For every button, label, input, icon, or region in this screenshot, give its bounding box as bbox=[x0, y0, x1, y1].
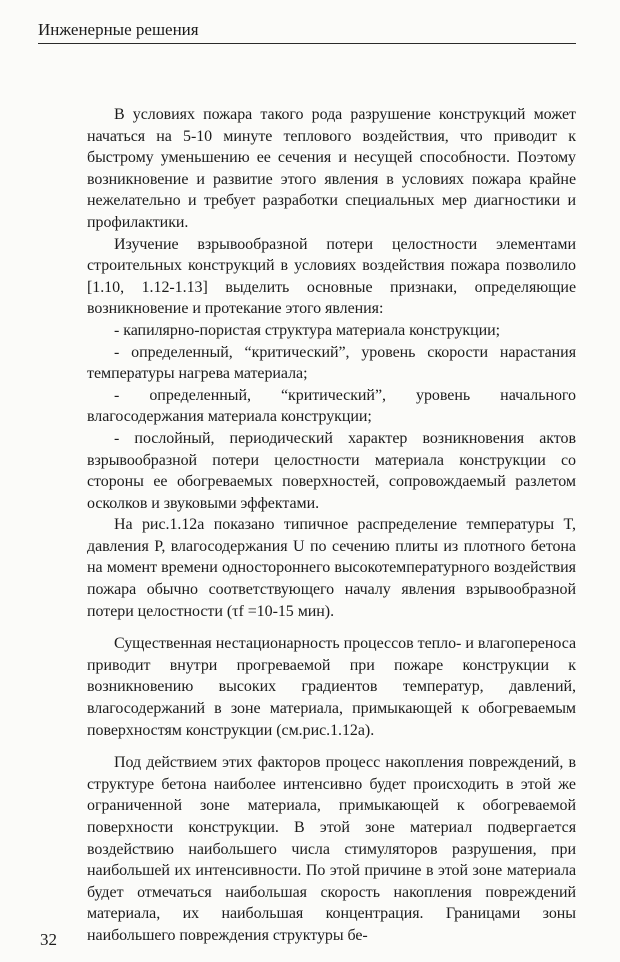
paragraph-2: Изучение взрывообразной потери целостности элементами строительных конструкций в условиях воздействия пожара позволило [1.10, 1.12-1.13] выделить основные признаки, определяющие возникновение и протекание этого явления: bbox=[87, 235, 576, 318]
body-text bbox=[87, 104, 576, 947]
list-item-3: - определенный, “критический”, уровень начального влагосодержания материала конструкции; bbox=[87, 386, 576, 426]
paragraph-4: Существенная нестационарность процессов тепло- и влагопереноса приводит внутри прогреваемой при пожаре конструкции к возникновению высоких градиентов температур, давлений, влагосодержаний в зоне материала, примыкающей к обогреваемым поверхностям конструкции (см.рис.1.12а). bbox=[87, 635, 576, 739]
paragraph-gap bbox=[87, 622, 576, 633]
list-item-4: - послойный, периодический характер возникновения актов взрывообразной потери целостности материала конструкции со стороны ее обогреваемых поверхностей, сопровождаемый разлетом осколков и звуковыми эффектами. bbox=[87, 429, 576, 512]
paragraph-3: На рис.1.12а показано типичное распределение температуры T, давления P, влагосодержания U по сечению плиты из плотного бетона на момент времени одностороннего высокотемпературного воздействия пожара обычно соответствующего началу явления взрывообразной потери целостности (τf =10-15 мин). bbox=[87, 516, 576, 620]
list-item-1: - капилярно-пористая структура материала конструкции; bbox=[114, 321, 501, 339]
paragraph-gap bbox=[87, 741, 576, 752]
paragraph-1: В условиях пожара такого рода разрушение конструкций может начаться на 5-10 минуте теплового воздействия, что приводит к быстрому уменьшению ее сечения и несущей способности. Поэтому возникновение и развитие этого явления в условиях пожара крайне нежелательно и требует разработки специальных мер диагностики и профилактики. bbox=[87, 106, 576, 231]
list-item-2: - определенный, “критический”, уровень скорости нарастания температуры нагрева материала; bbox=[87, 343, 576, 383]
running-head: Инженерные решения bbox=[38, 20, 576, 44]
paragraph-5: Под действием этих факторов процесс накопления повреждений, в структуре бетона наиболее интенсивно будет происходить в этой же ограниченной зоне материала, примыкающей к обогреваемой поверхности конструкции. В этой зоне материал подвергается воздействию наибольшего числа стимуляторов разрушения, при наибольшей их интенсивности. По этой причине в этой зоне материала будет отмечаться наибольшая скорость накопления повреждений материала, их наибольшая концентрация. Границами зоны наибольшего повреждения структуры бе- bbox=[87, 754, 576, 944]
page-number: 32 bbox=[40, 930, 57, 949]
